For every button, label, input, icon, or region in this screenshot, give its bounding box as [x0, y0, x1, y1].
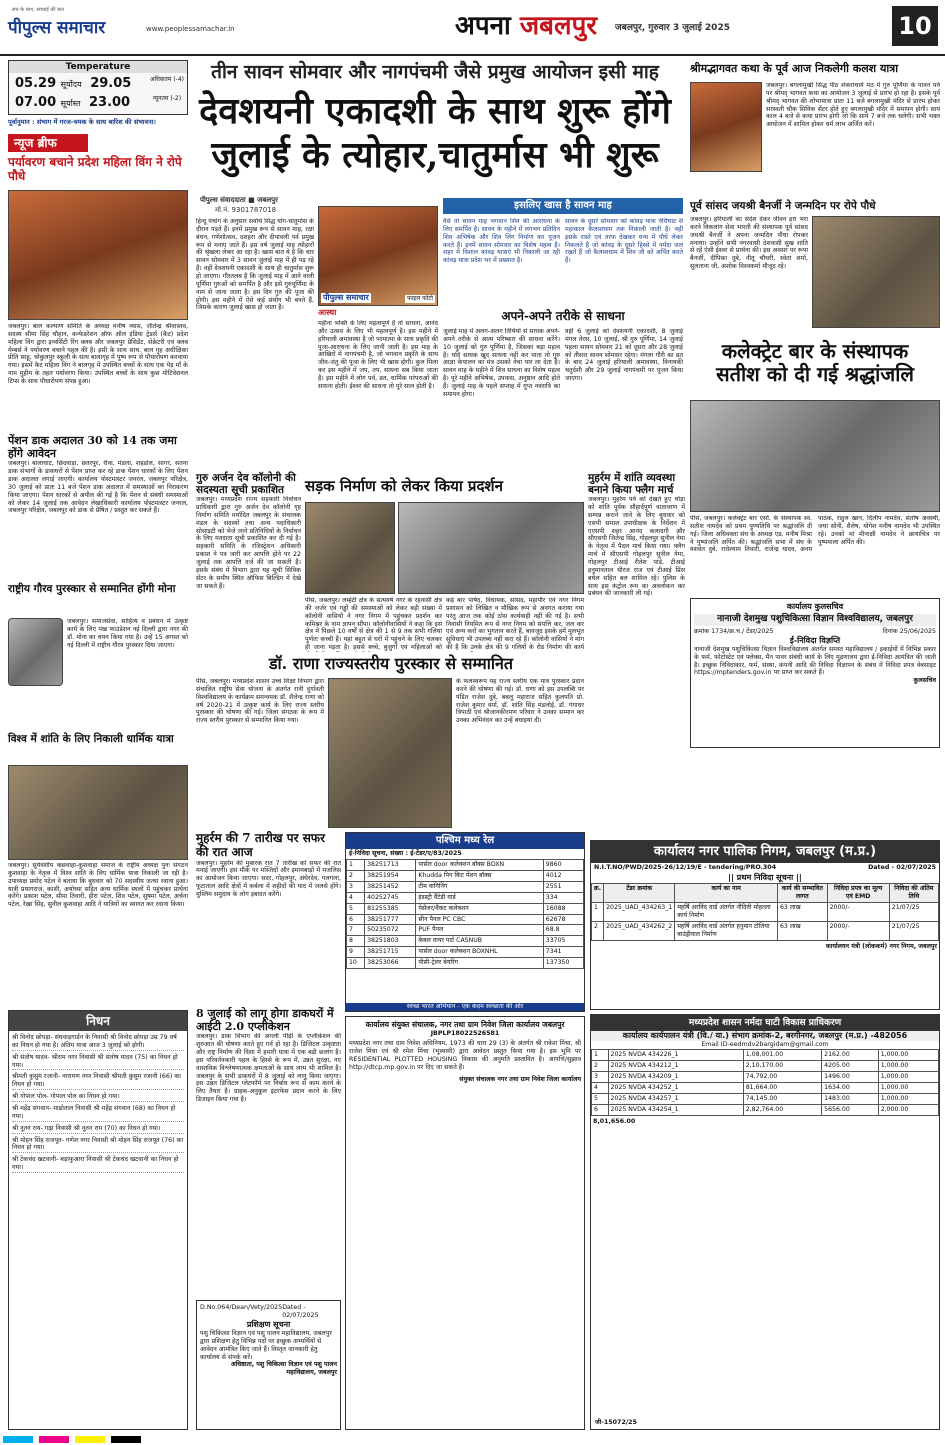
nagar-notice	[590, 840, 940, 1010]
sadhna-col-2	[565, 328, 683, 463]
narmada-cell: 1483.00	[822, 1093, 879, 1104]
railway-row	[347, 892, 584, 903]
collectorate-head	[690, 340, 940, 386]
guru-wrap	[196, 472, 301, 663]
road-head-wrap	[305, 478, 585, 495]
sunrise-label: सूर्योदय	[60, 80, 82, 89]
townplan-head: कार्यालय संयुक्त संचालक, नगर तथा ग्राम निवेश जिला कार्यालय जबलपुर	[365, 1020, 565, 1029]
dateline: जबलपुर, गुरुवार 3 जुलाई 2025	[615, 23, 730, 33]
railway-cell: 38251803	[365, 936, 416, 947]
kulpati-org: नानाजी देशमुख पशुचिकित्सा विज्ञान विश्वविद्यालय, जबलपुर	[694, 614, 936, 626]
nagar-cell: 63 लाख	[777, 902, 827, 921]
main-headline-line-1: देवशयनी एकादशी के साथ शुरू होंगे	[199, 90, 671, 132]
masthead-title: पीपुल्स समाचार	[8, 18, 106, 38]
kulpati-notice	[690, 598, 940, 748]
narmada-row	[592, 1061, 939, 1072]
railway-cell: 4012	[543, 870, 583, 881]
road-photo-small	[305, 502, 395, 594]
banerjee-body: जबलपुर। हरियाली का संदेश देकर जीवन हरा भरा करने विकलांग सेवा भारती की संस्थापक पूर्व सांसद जयश्री बैनर्जी ने अपना जन्मदिन पौधा रोपकर मनाया। उन्होंने सभी नगरवासी देशवासी सुख शांति से रहें ऐसी ईश्वर से प्रार्थना की। इस अवसर पर रूपा बैनर्जी, दीपिका दुबे, नीतू चौधरी, स्वेता शर्मा, सुलताना जी, अशोक विश्वकर्मा मौजूद रहे।	[690, 216, 808, 271]
award-col-1	[196, 678, 324, 828]
road-col-2-text: कई बार पार्षद, विधायक, सांसद, महापौर एवं नगर निगम प्रशासन को लिखित व मौखिक रूप से अवगत कराया गया परंतु आज तक कोई ठोस कार्यवाही नहीं की गई है। सभी निवासी नियमित रूप से नगर निगम को संपत्ति कर, जल कर एवं अन्य करों का भुगतान करते हैं, बावजूद इसके हमें मूलभूत सुविधाएं भी उपलब्ध नहीं करा रहे हैं। कॉलोनी वासियों ने मांग की है कि उनके क्षेत्र की 9 गलियों के रोड निर्माण की कार्य	[446, 597, 584, 652]
road-col-1	[305, 597, 442, 652]
narmada-cell: 1,08,001.00	[743, 1050, 821, 1061]
brief-yatra-body: जबलपुर। सूर्यवंशीय कछवाहा-कुशवाहा समाज के राष्ट्रीय अध्यक्ष पुनः संगठन कुशवाहा के नेतृत्व में विश्व शांति के लिए धार्मिक यात्रा निकाली जा रही है। उपाध्यक्ष प्रमोद पटेल ने बताया कि बुधवार को 70 सदस्यीय जत्था रवाना हुआ। यात्री प्रयागराज, काशी, अयोध्या सहित अन्य धार्मिक स्थलों में पहुंचकर प्रार्थना करेंगे। प्रकाश पटेल, सीमा तिवारी, हीरा पटेल, शिव पटेल, सुषमा पटेल, अर्चना पटेल, रेखा सिंह, सुनील कुशवाहा आदि ने यात्रियों का स्वागत कर रवाना किया।	[8, 862, 188, 909]
sadhna-head: अपने-अपने तरीके से साधना	[501, 309, 625, 323]
narmada-cell: 2025 NVDA 434226_1	[608, 1050, 743, 1061]
nagar-cell: 21/07/25	[889, 902, 938, 921]
nagar-sub: || प्रथम निविदा सूचना ||	[728, 872, 802, 882]
narmada-cell: 2025 NVDA 434257_1	[608, 1093, 743, 1104]
narmada-cell: 2025 NVDA 434252_1	[608, 1082, 743, 1093]
kalash-body-wrap	[766, 82, 940, 194]
railway-cell: 38251777	[365, 914, 416, 925]
obituary-item: श्रीमती कुसुम रजानी- नारायण नगर निवासी श्रीमती कुसुम रजानी (66) का निधन हो गया।	[12, 1073, 184, 1090]
narmada-cell: 1,000.00	[878, 1071, 938, 1082]
nagar-cell: 2000/-	[827, 902, 889, 921]
brief-mona-head: राष्ट्रीय गौरव पुरस्कार से सम्मानित होंगी मोना	[8, 583, 176, 595]
nagar-cell: 2000/-	[827, 921, 889, 940]
award-col-2	[456, 678, 584, 828]
main-byline: पीपुल्स संवाददाता ■ जबलपुर	[200, 196, 278, 204]
kulpati-ref-row	[694, 628, 936, 636]
railway-cell: 5	[347, 903, 365, 914]
brief-environment-body-wrap	[8, 323, 188, 433]
narmada-row	[592, 1104, 939, 1115]
section-title	[455, 10, 597, 43]
collectorate-photo	[690, 400, 940, 512]
dean-notice	[196, 1300, 341, 1430]
max-temp: 29.05	[90, 76, 132, 91]
nagar-cell: 1	[592, 902, 604, 921]
nagar-col-header: कार्य का नाम	[675, 884, 778, 903]
masthead	[8, 7, 106, 40]
nagar-col-header: निविदा की अंतिम तिथि	[889, 884, 938, 903]
main-headline-line-2: जुलाई के त्योहार,चातुर्मास भी शुरू	[211, 133, 659, 176]
railway-notice-no: ई-निविदा सूचना, संख्या : ई-टेंडर/ए/83/2025	[349, 850, 462, 857]
townplan-signer: संयुक्त संचालक नगर तथा ग्राम निवेश जिला कार्यालय	[459, 1075, 581, 1083]
temperature-row-1	[15, 76, 131, 93]
railway-cell: पीसी-ट्रेलर बेयरिंग	[416, 958, 543, 969]
banerjee-body-wrap	[690, 216, 808, 331]
obituary-title: निधन	[9, 1011, 187, 1031]
narmada-sub: कार्यालय कार्यपालन यंत्री (वि./ या.) संभाग क्रमांक-2, बरगीनगर, जबलपुर (म.प्र.) -482056	[591, 1031, 939, 1041]
sunset-label: सूर्यास्त	[60, 99, 81, 108]
brief-yatra-photo	[8, 765, 188, 860]
nagar-row	[592, 902, 939, 921]
kulpati-title: कार्यालय कुलसचिव	[786, 602, 844, 611]
temperature-title: Temperature	[9, 61, 187, 73]
temperature-row-2	[15, 95, 130, 112]
obituary-item: श्री महेंद्र संगवान- माढोताल निवासी श्री महेंद्र संगवान (68) का निधन हो गया।	[12, 1105, 184, 1122]
kulpati-sub: ई-निविदा विज्ञप्ति	[789, 635, 841, 645]
narmada-cell: 1634.00	[822, 1082, 879, 1093]
kalash-head: श्रीमद्भागवत कथा के पूर्व आज निकलेगी कलश यात्रा	[690, 62, 899, 75]
band-col-2	[565, 218, 683, 306]
muharram-night-body: जबलपुर। मुहर्रम की मुबारक रात 7 तारीख को सफर की रात मनाई जाएगी। इस मौके पर मस्जिदों और इमामबाड़ों में मजलिस का आयोजन किया जाएगा। सदर, गोहलपुर, अंधेरदेव, गलगला, फूटाताल आदि क्षेत्रों में कर्बला में शहीदों की याद में जलसे होंगे। मुस्लिम समुदाय के लोग इबादत करेंगे।	[196, 859, 341, 899]
collectorate-body-wrap	[690, 515, 940, 595]
narmada-row	[592, 1093, 939, 1104]
narmada-row	[592, 1082, 939, 1093]
brief-yatra-body-wrap	[8, 862, 188, 1004]
narmada-row	[592, 1071, 939, 1082]
it-body: जबलपुर। डाक विभाग की अगली पीढ़ी के एप्लीकेशन की शुरुआत की घोषणा करते हुए गर्व हो रहा है। डिजिटल उत्कृष्टता और राष्ट्र निर्माण की दिशा में हमारी यात्रा में एक बड़ी छलांग है। इस परिवर्तनकारी पहल के हिस्से के रूप में, उन्नत सुरक्षा, नए वास्तविक विश्लेषणात्मक क्षमताओं के साथ लाभ भी शामिल है। जबलपुर के सभी डाकघरों में 8 जुलाई को लागू किया जाएगा। इस उन्नत डिजिटल प्लेटफॉर्म पर निर्बाध रूप से काम करने के लिए तैयार है। ग्राहक-अनुकूल इंटरफेस प्रदान करने के लिए डिजाइन किया गया है।	[196, 1033, 341, 1104]
narmada-cell: 2025 NVDA 434212_1	[608, 1061, 743, 1072]
railway-footer: स्वच्छ भारत अभियान - एक कदम स्वच्छता की ओर	[346, 1003, 584, 1011]
min-temp-label: न्यूनतम (-2)	[152, 95, 182, 102]
brief-mona-body: जबलपुर। समाजसेवा, साहित्य व प्रबंधन में उत्कृष्ट कार्य के लिए पंख फाउंडेशन नई दिल्ली द्वारा नगर की डॉ. मोना का चयन किया गया है। उन्हें 15 अगस्त को नई दिल्ली में राष्ट्रीय गौरव पुरस्कार दिया जाएगा।	[67, 618, 188, 649]
main-col-2	[318, 320, 438, 463]
railway-cell: 137350	[543, 958, 583, 969]
railway-cell: 2551	[543, 881, 583, 892]
main-mobile: मो.नं. 9301787018	[215, 206, 277, 214]
min-temp: 23.00	[88, 95, 131, 110]
guru-head: गुरु अर्जन देव कॉलोनी की सदस्यता सूची प्रकाशित	[196, 472, 296, 497]
newsbrief-label: न्यूज ब्रीफ	[8, 134, 88, 152]
cyan-swatch	[3, 1436, 33, 1443]
brief-yatra-head: विश्व में शांति के लिए निकाली धार्मिक यात्रा	[8, 733, 174, 745]
railway-cell: 16088	[543, 903, 583, 914]
railway-row	[347, 870, 584, 881]
railway-cell: 81255385	[365, 903, 416, 914]
black-swatch	[111, 1436, 141, 1443]
section-title-b: जबलपुर	[519, 11, 598, 41]
narmada-cell: 74,145.00	[743, 1093, 821, 1104]
railway-cell: PUF पैनल	[416, 925, 543, 936]
railway-cell: 7341	[543, 947, 583, 958]
narmada-cell: 2025 NVDA 434254_1	[608, 1104, 743, 1115]
railway-cell: 38253066	[365, 958, 416, 969]
road-photo	[398, 502, 584, 594]
railway-cell: 10	[347, 958, 365, 969]
obituary-list	[9, 1031, 187, 1179]
sadhna-col-1-text: जुलाई माह में अलग-अलग तिथियों से साधक अपने-अपने तरीके से आत्म परिष्कार की साधना करेंगे। 10 जुलाई को गुरु पूर्णिमा है, जिसका बड़ा महत्व है। यदि साधक खुद साधना नहीं कर पाता तो गुरु आज्ञा केपालन का मंत्र उसको नेचा पार ला देता है। सावन माह के महीने में शिव साधना का विशेष महत्व है। पूरे महीने अभिषेक, उपवास, अनुष्ठान आदि होते हैं। जुलाई माह के पहले सप्ताह में गुप्त नवरात्रि का समापन होगा।	[443, 328, 560, 398]
nagar-cell: महर्षि अरविंद वार्ड अंतर्गत हनुमान टोलिया बाउंड्रीवाल निर्माण	[675, 921, 778, 940]
banerjee-head-wrap	[690, 200, 940, 212]
narmada-cell: 2,000.00	[878, 1104, 938, 1115]
band-col-1-text: वैसे तो सावन माह भगवान शिव की आराधना के लिए समर्पित है। सावन के महीने में लगभग प्रतिदिन शिव अभिषेक और शिव लिंग निर्माण कर पूजन करते हैं। इनमें सावन सोमवार का विशेष महत्व है। शहर में विशाल कांवड़ यात्राएं भी निकाली जा रही कांवड़ यात्रा प्रदेश भर में प्रख्यात है।	[443, 218, 560, 265]
collectorate-head-1: कलेक्ट्रेट बार के संस्थापक	[721, 339, 909, 363]
nagar-cell: 63 लाख	[777, 921, 827, 940]
narmada-cell: 1,000.00	[878, 1061, 938, 1072]
railway-cell: पार्सल door कलेक्शन BOXNHL	[416, 947, 543, 958]
main-photo-caption: पीपुल्स समाचार	[323, 292, 369, 302]
railway-cell: 50235072	[365, 925, 416, 936]
brief-mona-body-wrap	[67, 618, 188, 730]
railway-cell: 38251954	[365, 870, 416, 881]
main-photo	[318, 206, 438, 306]
railway-cell: 38251713	[365, 859, 416, 870]
main-photo-tag: आस्था	[318, 308, 337, 317]
dean-body: पशु चिकित्सा विज्ञान एवं पशु पालन महाविद्यालय, जबलपुर द्वारा प्रशिक्षण हेतु विभिन्न पदों पर इच्छुक अभ्यर्थियों से आवेदन आमंत्रित किए जाते हैं। विस्तृत जानकारी हेतु कार्यालय से संपर्क करें।	[200, 1329, 332, 1361]
narmada-cell: 2	[592, 1061, 609, 1072]
page-header	[0, 0, 945, 56]
kulpati-date: दिनांक 25/06/2025	[882, 627, 936, 635]
obituary-item: श्री टेकचंद खटवानी- बड़ाफुआरा निवासी श्री टेकचंद खटवानी का निधन हो गया।	[12, 1156, 184, 1173]
nagar-col-header: निविदा प्रपत्र का मूल्य एवं EMD	[827, 884, 889, 903]
railway-cell: 7	[347, 925, 365, 936]
railway-cell: 4	[347, 892, 365, 903]
nagar-cell: 2025_UAD_434262_2	[604, 921, 675, 940]
road-col-2	[446, 597, 584, 652]
railway-row	[347, 936, 584, 947]
narmada-title: मध्यप्रदेश शासन नर्मदा घाटी विकास प्राधिकरण	[591, 1015, 939, 1031]
narmada-cell: 1,000.00	[878, 1093, 938, 1104]
nagar-ref: N.I.T.NO/PWD/2025-26/12/19/E - tendering/PRO.304	[594, 864, 777, 871]
dean-ref-row	[200, 1304, 337, 1320]
nagar-col-header: टेंडर क्रमांक	[604, 884, 675, 903]
kulpati-signer: कुलसचिव	[913, 677, 936, 685]
obituary-item: श्री संतोष यादव- श्रीराम नगर निवासी श्री संतोष यादव (75) का निधन हो गया।	[12, 1054, 184, 1071]
narmada-notice	[590, 1014, 940, 1430]
railway-cell: केबल वायर पार्ट CASNUB	[416, 936, 543, 947]
dean-ref: D.No.064/Dean/Vety/2025	[200, 1304, 283, 1311]
nagar-cell: महर्षि अरविंद वार्ड अंतर्गत नौदिवी मोहल्ला कार्य निर्माण	[675, 902, 778, 921]
main-photo-corner: फाइल फोटो	[407, 295, 433, 303]
railway-cell: 38251452	[365, 881, 416, 892]
nagar-col-header: क्र.	[592, 884, 604, 903]
kulpati-ref: क्रमांक 1734/क्र.च./ टेंडर/2025	[694, 627, 774, 635]
narmada-total: 8,01,656.00	[593, 1117, 636, 1125]
nagar-title: कार्यालय नगर पालिक निगम, जबलपुर (म.प्र.)	[591, 841, 939, 863]
nagar-footer: कार्यालयन यंत्री (लोककर्म) नगर निगम, जबलपुर	[825, 942, 937, 950]
railway-cell: Khudda पिन किट पेंशन बॉक्स	[416, 870, 543, 881]
townplan-notice	[345, 1016, 585, 1430]
muharram-flag-wrap	[588, 472, 685, 753]
obituary-box	[8, 1010, 188, 1430]
narmada-cell: 2,82,764.00	[743, 1104, 821, 1115]
magenta-swatch	[39, 1436, 69, 1443]
railway-cell: 9	[347, 947, 365, 958]
railway-title: पश्चिम मध्य रेल	[346, 833, 584, 849]
obituary-item: श्री विनोद छोपड़ा- संघवाड़गार्डन के निवासी श्री विनोद छोपड़ा उम्र 79 वर्ष का निधन हो गया है। अंतिम यात्रा आज 3 जुलाई को होगी।	[12, 1034, 184, 1051]
railway-cell: 3	[347, 881, 365, 892]
railway-cell: 2	[347, 870, 365, 881]
kalash-head-wrap	[690, 63, 940, 76]
sunset-time: 07.00	[15, 95, 57, 110]
narmada-table	[591, 1049, 939, 1116]
railway-notice	[345, 832, 585, 1012]
railway-cell: पेसेंजर/वैंकट कलेक्शन	[416, 903, 543, 914]
guru-body: जबलपुर। मध्यप्रदेश राज्य सहकारी निर्वाचन प्राधिकारी द्वारा गुरु अर्जन देव कॉलोनी गृह निर्माण समिति मर्यादित जबलपुर के संचालक मंडल के सदस्यों तथा अन्य पदाधिकारी सोसाइटी को भेजे जाने प्रतिनिधियों के निर्वाचन के लिए मतदाता सूची प्रकाशित कर दी गई है। सहकारी समिति के रजिस्ट्रेशन अधिकारी प्रकाश ने पत्र जारी कर आपत्ति होने पर 22 जुलाई तक आपत्ति दर्ज की जा सकती हैं। इसके संबंध में विभाग द्वारा यह सूची सिविक सेंटर के समीप स्थित ऑफिस बिल्डिंग में देखे जा सकते हैं।	[196, 496, 301, 590]
railway-cell: टीम वागिनिंग	[416, 881, 543, 892]
railway-cell: 6	[347, 914, 365, 925]
sadhna-head-wrap	[443, 310, 683, 324]
brief-environment-head: पर्यावरण बचाने प्रदेश महिला विंग ने रोपे पौधे	[8, 155, 182, 183]
narmada-cell: 1496.00	[822, 1071, 879, 1082]
railway-cell: इंडस्ट्री वैंटेडी यार्ड	[416, 892, 543, 903]
masthead-tagline: सच के साथ, सच्चाई की बात	[12, 7, 65, 13]
narmada-cell: 3	[592, 1071, 609, 1082]
kalash-photo	[690, 82, 762, 172]
railway-row	[347, 925, 584, 936]
forecast: पूर्वानुमान : संभाग में गरज-चमक के साथ बारिश की संभावना।	[8, 118, 156, 126]
railway-cell: 40252745	[365, 892, 416, 903]
kulpati-body: नानाजी देशमुख पशुचिकित्सा विज्ञान विश्वविद्यालय अंतर्गत समस्त महाविद्यालय / इकाईयों में विभिन्न प्रकार के फर्म, फोटोस्टेट एवं फ्लेक्स, मैन पावर संबंधी कार्य के लिए मुद्रणालय द्वारा ई-निविदा आमंत्रित की जाती है। इच्छुक निविदाकार, फर्म, संस्था, कंपनी आदि की निविदा विज्ञापन के संबंध में निविदा प्रपत्र वेबसाइट https://mptenders.gov.in पर प्राप्त कर सकते हैं।	[694, 645, 936, 677]
muharram-night-head: मुहर्रम की 7 तारीख पर सफर की रात आज	[196, 831, 325, 859]
band-col-1	[443, 218, 560, 306]
sadhna-col-1	[443, 328, 560, 463]
narmada-cell: 1,000.00	[878, 1050, 938, 1061]
sunrise-time: 05.29	[15, 76, 57, 91]
section-title-a: अपना	[455, 11, 520, 41]
townplan-ref: JBPLP18022526581	[430, 1029, 500, 1037]
railway-row	[347, 914, 584, 925]
muharram-night-wrap	[196, 832, 341, 992]
railway-cell: 9860	[543, 859, 583, 870]
award-head: डॉ. राणा राज्यस्तरीय पुरस्कार से सम्मानित	[268, 654, 514, 673]
brief-mona	[8, 583, 188, 595]
nagar-ref-row	[591, 863, 939, 873]
obituary-item: श्री नूतन राय- गढ़ा निवासी श्री नूतन राय (70) का निधन हो गया।	[12, 1125, 184, 1134]
dean-title: प्रशिक्षण सूचना	[246, 1319, 291, 1329]
railway-cell: 1	[347, 859, 365, 870]
banerjee-photo	[812, 216, 940, 328]
kalash-body: जबलपुर। बगलामुखी सिद्ध पीठ शंकराचार्य मठ में गुरु पूर्णिमा के पावन पर्व पर श्रीमद् भागवत कथा का आयोजन 3 जुलाई से प्रारंभ हो रहा है। इसके पूर्व श्रीमद् भागवत की शोभायात्रा प्रातः 11 बजे बगलामुखी मंदिर से प्रारंभ होकर सरस्वती चौक सिविक सेंटर होते हुए बगलामुखी मंदिर में समापन होगी। सायं काल 4 बजे से कथा प्रारंभ होगी जो कि सायं 7 बजे तक चलेगी। सभी भक्त आयोजन में शामिल होकर धर्म लाभ अर्जित करें।	[766, 82, 940, 129]
narmada-cell: 1	[592, 1050, 609, 1061]
railway-row	[347, 903, 584, 914]
dean-signer: अधिष्ठाता, पशु चिकित्सा विज्ञान एवं पशु पालन महाविद्यालय, जबलपुर	[230, 1361, 337, 1377]
it-wrap	[196, 1008, 341, 1285]
railway-cell: पार्सल door कलेक्शन बॉक्स BOXN	[416, 859, 543, 870]
it-head: 8 जुलाई को लागू होगा डाकघरों में आईटी 2.0 एप्लीकेशन	[196, 1007, 334, 1033]
railway-row	[347, 958, 584, 969]
railway-row	[347, 859, 584, 870]
railway-table	[346, 859, 584, 969]
narmada-cell: 1,000.00	[878, 1082, 938, 1093]
railway-cell: 38251715	[365, 947, 416, 958]
railway-cell: 62678	[543, 914, 583, 925]
railway-cell: 334	[543, 892, 583, 903]
narmada-cell: 4205.00	[822, 1061, 879, 1072]
road-col-1-text: पीसं, जबलपुर। लम्हेटी क्षेत्र के सत्यवर्ष नगर के रहवासी क्षेत्र की जर्जर एवं गड्ढों की समस्याओं को लेकर बड़ी संख्या में कॉलोनी वासियों ने नगर निगम में पहुंचकर प्रदर्शन कर कमिश्नर के नाम ज्ञापन सौंपा। कॉलोनीवासियों ने कहा कि इस क्षेत्र में पिछले 10 वर्षों से क्षेत्र की 1 से 9 तक सभी गलियां पुर्णतः कच्ची हैं। यहां बहुत से घरों में पहुंचने के लिए चलकर ही जाना पड़ता है। इससे बच्चे, बुजुर्गों एवं महिलाओं को	[305, 597, 442, 652]
narmada-cell: 2,10,170.00	[743, 1061, 821, 1072]
brief-environment-photo	[8, 190, 188, 320]
nagar-row	[592, 921, 939, 940]
brief-pension-head: पेंशन डाक अदालत 30 को 14 तक जमा होंगे आवेदन	[8, 434, 177, 460]
main-headline	[196, 90, 674, 178]
nagar-date: Dated - 02/07/2025	[868, 864, 936, 871]
main-col-1	[196, 218, 314, 463]
narmada-cell: 5656.00	[822, 1104, 879, 1115]
townplan-body: मध्यप्रदेश नगर तथा ग्राम निवेश अधिनियम, 1973 की धारा 29 (3) के अंतर्गत श्री राकेश मिंचा, श्री राजेश मिंचा एवं श्री रमेश मिंचा (भूस्वामी) द्वारा आवेदन प्रस्तुत किया गया है। इस भूमि पर RESIDENTIAL PLOTTED HOUSING विकास की अनुमति प्रस्तावित है। आपत्ति/सुझाव http://dtcp.mp.gov.in पर दिए जा सकते हैं।	[349, 1040, 581, 1072]
brief-pension-body: जबलपुर। बालाघाट, छिंदवाड़ा, छतरपुर, रीवा, मंडला, शहडोल, सागर, सतना डाक संभागों के डाकघरों से पेंशन प्राप्त कर रहे डाक पेंशन धारकों के लिए पेंशन डाक अदालत लगाई जाएगी। कार्यालय पोस्टमास्टर जनरल, जबलपुर परिक्षेत्र, 30 जुलाई को प्रातः 11 बजे पेंशन डाक अदालत में समस्याओं का निराकरण किया जाएगा। पेंशन धारकों से अपील की गई है कि पेंशन से संबंधी समस्याओं को लेकर 14 जुलाई तक आवेदन लेखाधिकारी कार्यालय पोस्टमास्टर जनरल, जबलपुर परिक्षेत्र, जबलपुर को डाक से प्रेषित / प्रस्तुत कर सकते हैं।	[8, 460, 188, 515]
nagar-cell: 2	[592, 921, 604, 940]
sadhna-col-2-text: वहीं 6 जुलाई को देवशयनी एकादशी, 8 जुलाई मंगल तेरस, 10 जुलाई, श्री गुरु पूर्णिमा, 14 जुलाई पहला सावन सोमवार 21 को दूसरा और 28 जुलाई को तीसरा सावन सोमवार रहेगा। मंगला गौरी का व्रत के बाद 24 जुलाई हरियाली अमावस्या, विनायकी चतुर्दशी और 29 जुलाई नागपंचमी पर पूजन किया जाएगा।	[565, 328, 683, 383]
collectorate-body: पीसं, जबलपुर। कलेक्ट्रेट बार एसो. के संस्थापक स्व. सतीश नामदेव को प्रथम पुण्यतिथि पर श्रद्धांजलि दी गई। जिला अधिवक्ता संघ के अध्यक्ष एड. मनीष मिश्रा ने पुष्पांजलि अर्पित की। श्रद्धांजलि सभा में संघ के यशवंत दुबे, राधेश्याम तिवारी, राजेन्द्र यादव, अनय पाठक, राहुल खान, दिलीप नामदेव, संतोष अवस्थी, जया सोनी, शैलेष, योगेश मनीष नामदेव भी उपस्थित रहे। उनको मां मीनाक्षी नामदेव ने छायाचित्र पर पुष्पमाला अर्पित की।	[690, 515, 940, 554]
award-col-1-text: पीसं, जबलपुर। मध्यप्रदेश शासन उच्च शिक्षा विभाग द्वारा संचालित राष्ट्रीय सेवा योजना के अंतर्गत रानी दुर्गावती विश्वविद्यालय के कार्यक्रम समन्वयक डॉ. शैलेन्द्र राणा को वर्ष 2020-21 में उत्कृष्ट कार्य के लिए राज्य स्तरीय पुरस्कार की घोषणा की गई। जिला संगठक के रूप में राज्य स्तरीय पुरस्कार से सम्मानित किया गया।	[196, 678, 324, 725]
railway-cell: 8	[347, 936, 365, 947]
narmada-row	[592, 1050, 939, 1061]
road-head: सड़क निर्माण को लेकर किया प्रदर्शन	[305, 477, 503, 495]
award-photo	[328, 678, 452, 828]
main-col-2-text: महीना भक्ति के लिए महत्वपूर्ण है तो साधना, आनंद और उत्सव के लिए भी महत्वपूर्ण है। इस महीने में हरियाली अमावस्या है जो परमात्मा के साथ प्रकृति की पूजा-आराधना के लिए जानी जाती है। इस माह के आखिरों में नागपंचमी है, जो भगवान प्रकृति के साथ जीव-जंतु की पूजा के लिए भी खास होगी। कुल मिला कर इस महीने में जप, तप, साधना सब किया जाता है। इस महीने में लोग पर्व, व्रत, धार्मिक परंपराओं की साधना होती। ईश्वर की साधना तो पूरे साल होती है।	[318, 320, 438, 390]
page-number: 10	[892, 6, 938, 46]
narmada-footer: जी-15072/25	[595, 1419, 637, 1427]
nagar-cell: 2025_UAD_434263_1	[604, 902, 675, 921]
max-temp-label: अधिकतम (-4)	[149, 76, 184, 83]
collectorate-head-2: सतीश को दी गई श्रद्धांजलि	[716, 362, 914, 386]
narmada-cell: 6	[592, 1104, 609, 1115]
brief-environment-body: जबलपुर। बाल कल्याण समिति के अध्यक्ष मनीष व्यास, जीतेन्द्र श्रीवास्तव, सदस्य सीमा सिंह चौहान, कन्फेडरेशन ऑफ ऑल इंडिया ट्रेडर्स (कैट) प्रदेश महिला विंग द्वारा इन्वर्सिटी रिंग क्लब और जबलपुर प्रेसिडेंट, सेक्रेटरी एवं क्लब मेम्बर्स ने पर्यावरण बचाने पहल की है। इसी के साथ साथ. बाल गृह अधीक्षिका प्रीति साहू, चोकुलपुर स्कूली के साथ बालागृह में पुष्प रूप से पौधारोपण करवाया गया। इसमें कैट महिला विंग ने बालगृह में उपस्थित बच्चों के साथ एक पेड़ माँ के नाम मुहीम के तहत पर्यावरण किया। उपस्थित बच्चों के साथ कुछ मोटिवेशनल टिप्स के साथ पौधारोपण संपन्न हुआ।	[8, 323, 188, 386]
railway-cell: 33705	[543, 936, 583, 947]
brief-mona-photo	[8, 618, 63, 686]
narmada-cell: 81,664.00	[743, 1082, 821, 1093]
temperature-box	[8, 60, 188, 115]
railway-row	[347, 947, 584, 958]
narmada-cell: 2162.00	[822, 1050, 879, 1061]
narmada-cell: 2025 NVDA 434209_1	[608, 1071, 743, 1082]
muharram-flag-body: जबलपुर। मुहर्रम पर्व को देखते हुए थोड़ा को शांति पूर्वक सौहार्दपूर्ण वातावरण में सम्पन्न कराने जाने के लिए बुधवार को एसपी समस्त उपाधीक्षक के निर्देशन में एएसपी शहर आनंद कलादगी और सीएसपी जितेन्द्र सिंह, गोहलपुर सुनील नेमा के नेतृत्व में पैदल मार्च किया गया। फ्लैग मार्च में सीएसपी गोहलपुर सुनील नेमा, गोहलपुर टीआई रीतेश पांडे, टीआई हनुमानताल धीरज राज एवं टीआई प्रिंस बघेल सहित बल शामिल रहे। पुलिस के साथ इस कंट्रोल रूम का अवलोकन कर प्रबंधन की जानकारी ली गई।	[588, 496, 685, 598]
award-col-2-text: के फलस्वरूप यह राज्य स्तरीय एक मात्र पुरस्कार प्रदान करने की घोषणा की गई। डॉ. राणा को इस उपलब्धि पर पंडित राजेश दुबे, बबलू महाराज सहित कुलपति प्रो. राजेश कुमार वर्मा, डॉ. शांति सिंह मंडलोई, डॉ. गंगाधर त्रिपाठी एवं श्रीजानकीरमण परिवार ने उनका सम्मान कर उनका अभिनंदन कर उन्हें बधाइयां दी।	[456, 678, 584, 725]
brief-environment	[8, 156, 188, 184]
railway-cell: 68.8	[543, 925, 583, 936]
nagar-cell: 21/07/25	[889, 921, 938, 940]
railway-cell: सीन पैनल PC CBC	[416, 914, 543, 925]
narmada-cell: 4	[592, 1082, 609, 1093]
award-head-wrap	[196, 655, 586, 673]
narmada-email: Email ID-eedmdv2bargidam@gmail.com	[701, 1041, 829, 1049]
narmada-cell: 5	[592, 1093, 609, 1104]
main-col-1-text: हिन्दू पंचांग के अनुसार सर्वार्थ सिद्ध योग-चातुर्मास के दौरान पड़ते हैं। इनमें प्रमुख रूप से सावन माह, रक्षा बंधन, गणेशोत्सव, दशहरा और दीपावली पर्व प्रमुख रूप से मनाए जाते हैं। इस वर्ष जुलाई माह त्योहारों की श्रृंखला लेकर आ रहा है। खास बात ये है कि चार सावन सोमवार में 3 सावन जुलाई माह में ही पड़ रहे हैं। वहीं देवशयनी एकादशी के साथ ही चातुर्मास शुरू हो जाएगा। गौरतलब है कि जुलाई माह में आने वाली पूर्णिमा गुरुओं को समर्पित है और इसे गुरुपूर्णिमा के नाम से जाना जाता है। इस दिन गुरु की पूजा की होगी। इस महीने में ऐसे कई संयोग भी बनते हैं, जिसके कारण जुलाई खास हो जाता है।	[196, 218, 314, 312]
muharram-flag-head: मुहर्रम में शांति व्यवस्था बनाने किया फ्लैग मार्च	[588, 472, 676, 497]
railway-row	[347, 881, 584, 892]
nagar-table	[591, 883, 939, 941]
site-url: www.peoplessamachar.in	[146, 25, 235, 33]
narmada-cell: 74,792.00	[743, 1071, 821, 1082]
nagar-col-header: कार्य की सम्भावित लागत	[777, 884, 827, 903]
main-band: इसलिए खास है सावन माह	[443, 198, 683, 214]
brief-pension	[8, 435, 188, 570]
dean-date: Dated - 02/07/2025	[282, 1304, 319, 1319]
obituary-item: श्री मोहन सिंह राजपूत- गणेश नगर निवासी श्री मोहन सिंह राजपूत (76) का निधन हो गया।	[12, 1136, 184, 1152]
banerjee-head: पूर्व सांसद जयश्री बैनर्जी ने जन्मदिन पर रोपे पौधे	[690, 200, 876, 212]
obituary-item: श्री गोपाल पोल- गोपाल पोल का निधन हो गया।	[12, 1093, 184, 1102]
band-col-2-text: सावन के दूसरे सोमवार को कांवड़ यात्रा नीरीघाट से महाकाल कैलाशधाम तक निकाली जाती है। वहीं इसके रास्ते एवं तरफ देखकर धन्य में पौधे लेकर निकलते है जो कांवड़ के दूसरे हिस्से में नर्मदा जल रखते हैं जो कैलाशधाम में शिव जी को अर्पित करते हैं।	[565, 218, 683, 265]
color-registration-strip	[0, 1434, 945, 1445]
yellow-swatch	[75, 1436, 105, 1443]
brief-yatra	[8, 733, 188, 745]
main-kicker: तीन सावन सोमवार और नागपंचमी जैसे प्रमुख आयोजन इसी माह	[211, 61, 659, 83]
